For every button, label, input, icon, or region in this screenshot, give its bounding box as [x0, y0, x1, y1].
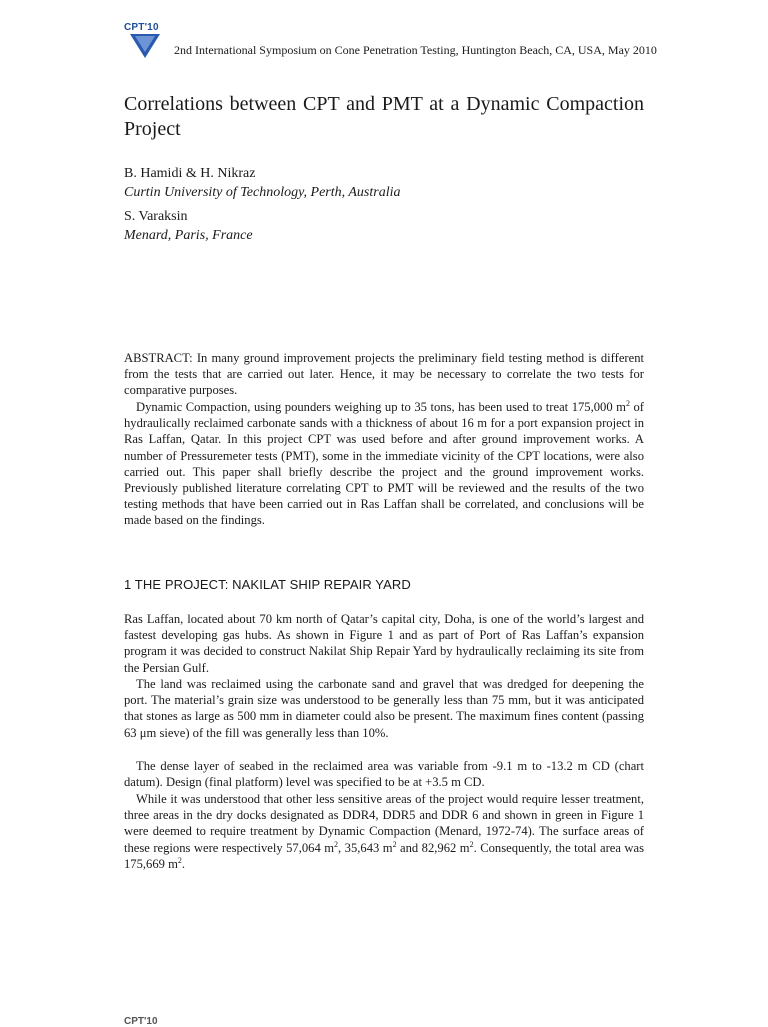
abstract-paragraph-1: ABSTRACT: In many ground improvement projects the preliminary field testing method is different from the tests that are carried out later. Hence, it may be necessary to correlate the two tests for comparative purposes. [124, 351, 644, 398]
paper-title: Correlations between CPT and PMT at a Dynamic Compaction Project [124, 93, 644, 140]
section-heading: 1 THE PROJECT: NAKILAT SHIP REPAIR YARD [124, 577, 411, 592]
superscript: 2 [177, 855, 182, 865]
body-paragraph-1: Ras Laffan, located about 70 km north of Qatar’s capital city, Doha, is one of the world’s largest and fastest developing gas hubs. As shown in Figure 1 and as part of Port of Ras Laffan’s expansion program it was decided to construct Nakilat Ship Repair Yard by hydraulically reclaiming its site from the Persian Gulf. [124, 612, 644, 675]
cpt10-logo [124, 22, 166, 60]
p4-text-c: and 82,962 m [396, 840, 470, 855]
abstract-p2-text-b: of hydraulically reclaimed carbonate sands with a thickness of about 16 m for a port expansion project in Ras Laffan, Qatar. In this project CPT was used before and after ground improvement works. A number of Pressuremeter tests (PMT), some in the immediate vicinity of the CPT locations, were also carried out. This paper shall briefly describe the project and the ground improvement works. Previously published literature correlating CPT to PMT will be reviewed and the results of the two testing methods that have been carried out in Ras Laffan shall be correlated, and conclusions will be made based on the findings. [124, 400, 644, 528]
p4-text-a: While it was understood that other less sensitive areas of the project would require lesser treatment, three areas in the dry docks designated as DDR4, DDR5 and DDR 6 and shown in green in Figure 1 were deemed to require treatment by Dynamic Compaction (Menard, 1972-74). The surface areas of these regions were respectively 57,064 m [124, 792, 644, 855]
superscript: 2 [392, 839, 397, 849]
affiliation-2: Menard, Paris, France [124, 228, 253, 243]
abstract-paragraph-2 [124, 399, 644, 529]
body-paragraph-3: The dense layer of seabed in the reclaimed area was variable from -9.1 m to -13.2 m CD (chart datum). Design (final platform) level was specified to be at +3.5 m CD. [124, 759, 644, 790]
body-paragraph-4 [124, 791, 644, 872]
p4-text-d: . Consequently, the total area was 175,669 m [124, 840, 644, 871]
abstract-p2-text-a: Dynamic Compaction, using pounders weighing up to 35 tons, has been used to treat 175,000 m [136, 400, 626, 414]
triangle-logo-icon [130, 34, 160, 58]
p4-text-b: , 35,643 m [338, 840, 393, 855]
superscript: 2 [334, 839, 339, 849]
author-names-1: B. Hamidi & H. Nikraz [124, 166, 256, 181]
author-names-2: S. Varaksin [124, 209, 188, 224]
logo-text: CPT'10 [124, 22, 159, 33]
footer-logo-text: CPT'10 [124, 1016, 158, 1027]
affiliation-1: Curtin University of Technology, Perth, Australia [124, 185, 401, 200]
p4-text-e: . [181, 856, 186, 871]
running-header: 2nd International Symposium on Cone Penetration Testing, Huntington Beach, CA, USA, May 2010 [174, 43, 657, 57]
body-paragraph-2: The land was reclaimed using the carbonate sand and gravel that was dredged for deepening the port. The material’s grain size was understood to be generally less than 75 mm, but it was anticipated that stones as large as 500 mm in diameter could also be present. The maximum fines content (passing 63 μm sieve) of the fill was generally less than 10%. [124, 677, 644, 740]
superscript: 2 [625, 398, 630, 408]
superscript: 2 [469, 839, 474, 849]
